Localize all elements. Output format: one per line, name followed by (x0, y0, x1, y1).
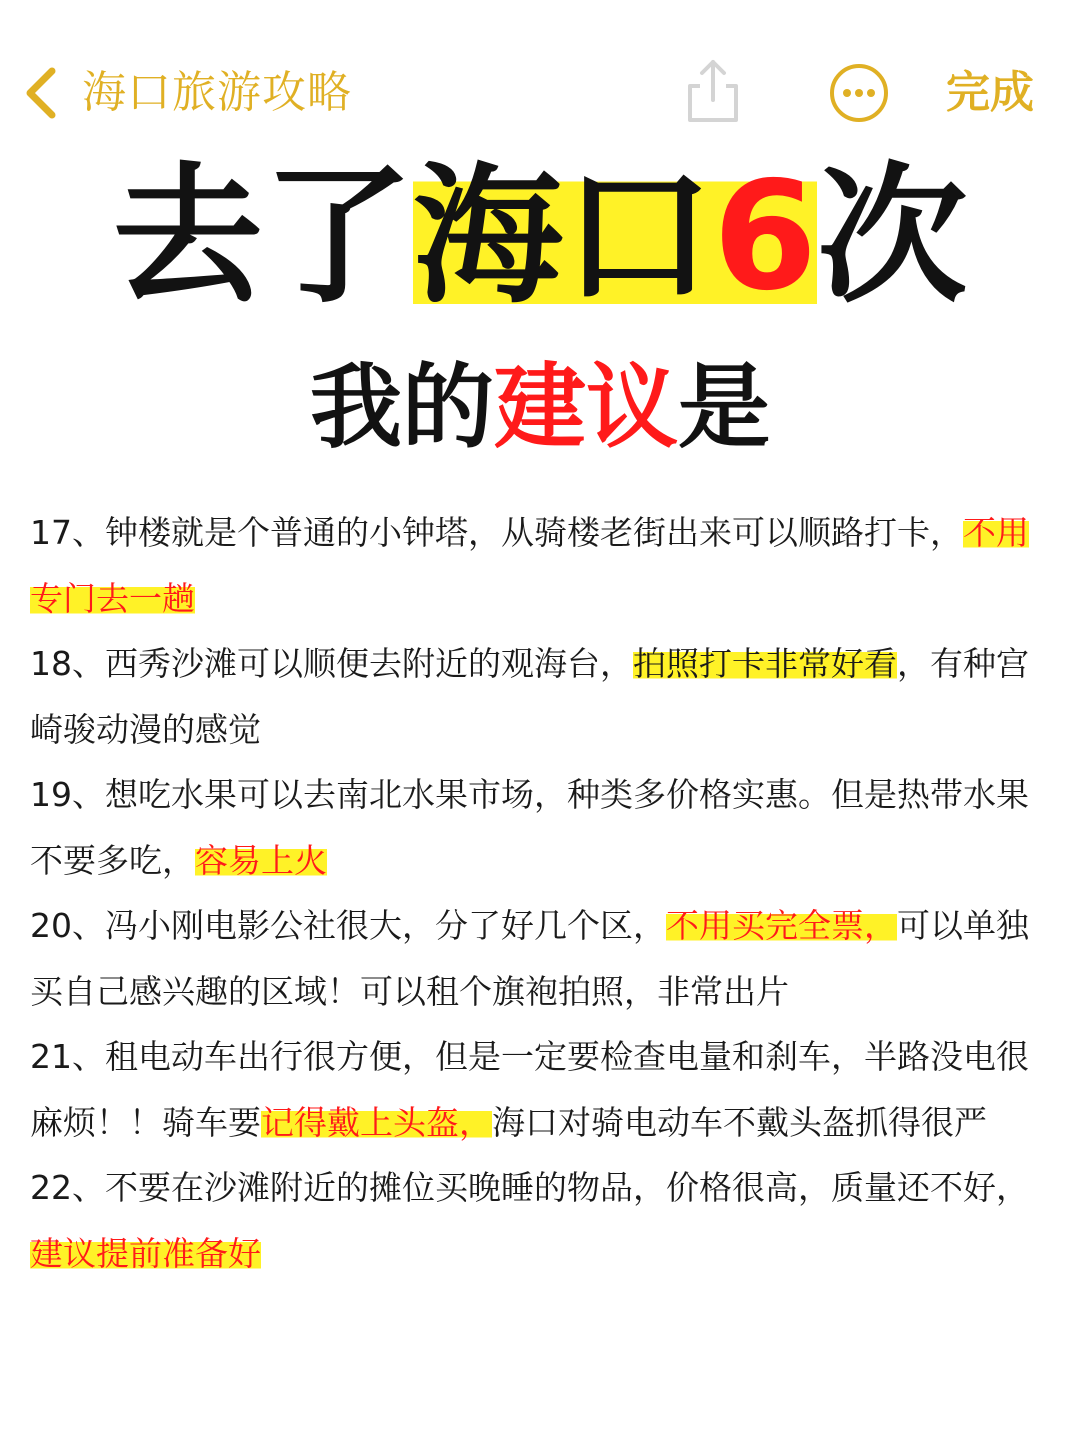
headline (0, 150, 1080, 325)
tip-text: 22、不要在沙滩附近的摊位买晚睡的物品，价格很高，质量还不好， (30, 1168, 1029, 1207)
tip-item (30, 631, 1040, 762)
tip-text-after: 海口对骑电动车不戴头盔抓得很严 (492, 1102, 987, 1142)
tip-item (30, 500, 1040, 631)
tip-text-after: 可以单独买自己感兴趣的区域！可以租个旗袍拍照，非常出片 (30, 906, 1029, 1011)
tip-text: 21、租电动车出行很方便，但是一定要检查电量和刹车，半路没电很麻烦！！骑车要 (30, 1037, 1029, 1142)
page-title: 海口旅游攻略 (82, 67, 352, 118)
tip-item (30, 1155, 1040, 1286)
tips-list (30, 500, 1040, 1286)
tip-text: 18、西秀沙滩可以顺便去附近的观海台， (30, 644, 633, 683)
tip-highlight: 记得戴上头盔， (261, 1102, 492, 1142)
back-button[interactable] (20, 58, 352, 128)
headline-number: 6 (712, 150, 818, 324)
tip-text: 19、想吃水果可以去南北水果市场，种类多价格实惠。但是热带水果不要多吃， (30, 775, 1029, 880)
tip-highlight: 不用专门去一趟 (30, 513, 1029, 618)
headline-text-4: 次 (817, 150, 968, 324)
done-button[interactable]: 完成 (946, 67, 1034, 118)
headline-text-1: 去了 (112, 150, 413, 324)
headline-text-2: 海口 (412, 150, 713, 324)
tip-item (30, 1024, 1040, 1155)
tip-highlight: 容易上火 (195, 840, 327, 880)
tip-text: 20、冯小刚电影公社很大，分了好几个区， (30, 906, 666, 945)
tip-text: 17、钟楼就是个普通的小钟塔，从骑楼老街出来可以顺路打卡， (30, 513, 963, 552)
tip-text-after: ，有种宫崎骏动漫的感觉 (30, 644, 1029, 749)
tip-item (30, 762, 1040, 893)
tip-highlight: 不用买完全票， (666, 906, 897, 945)
tip-highlight: 建议提前准备好 (30, 1233, 261, 1273)
subhead-emphasis: 建议 (493, 354, 678, 461)
headline-highlight (413, 150, 817, 325)
subhead-text-1: 我的 (309, 354, 494, 461)
share-icon[interactable] (682, 56, 744, 126)
subheadline (0, 348, 1080, 468)
navigation-bar (0, 0, 1080, 150)
tip-item (30, 893, 1040, 1024)
more-horizontal-icon[interactable] (828, 62, 890, 124)
chevron-left-icon (20, 63, 60, 123)
subhead-text-3: 是 (678, 354, 771, 461)
tip-highlight: 拍照打卡非常好看 (633, 644, 897, 683)
